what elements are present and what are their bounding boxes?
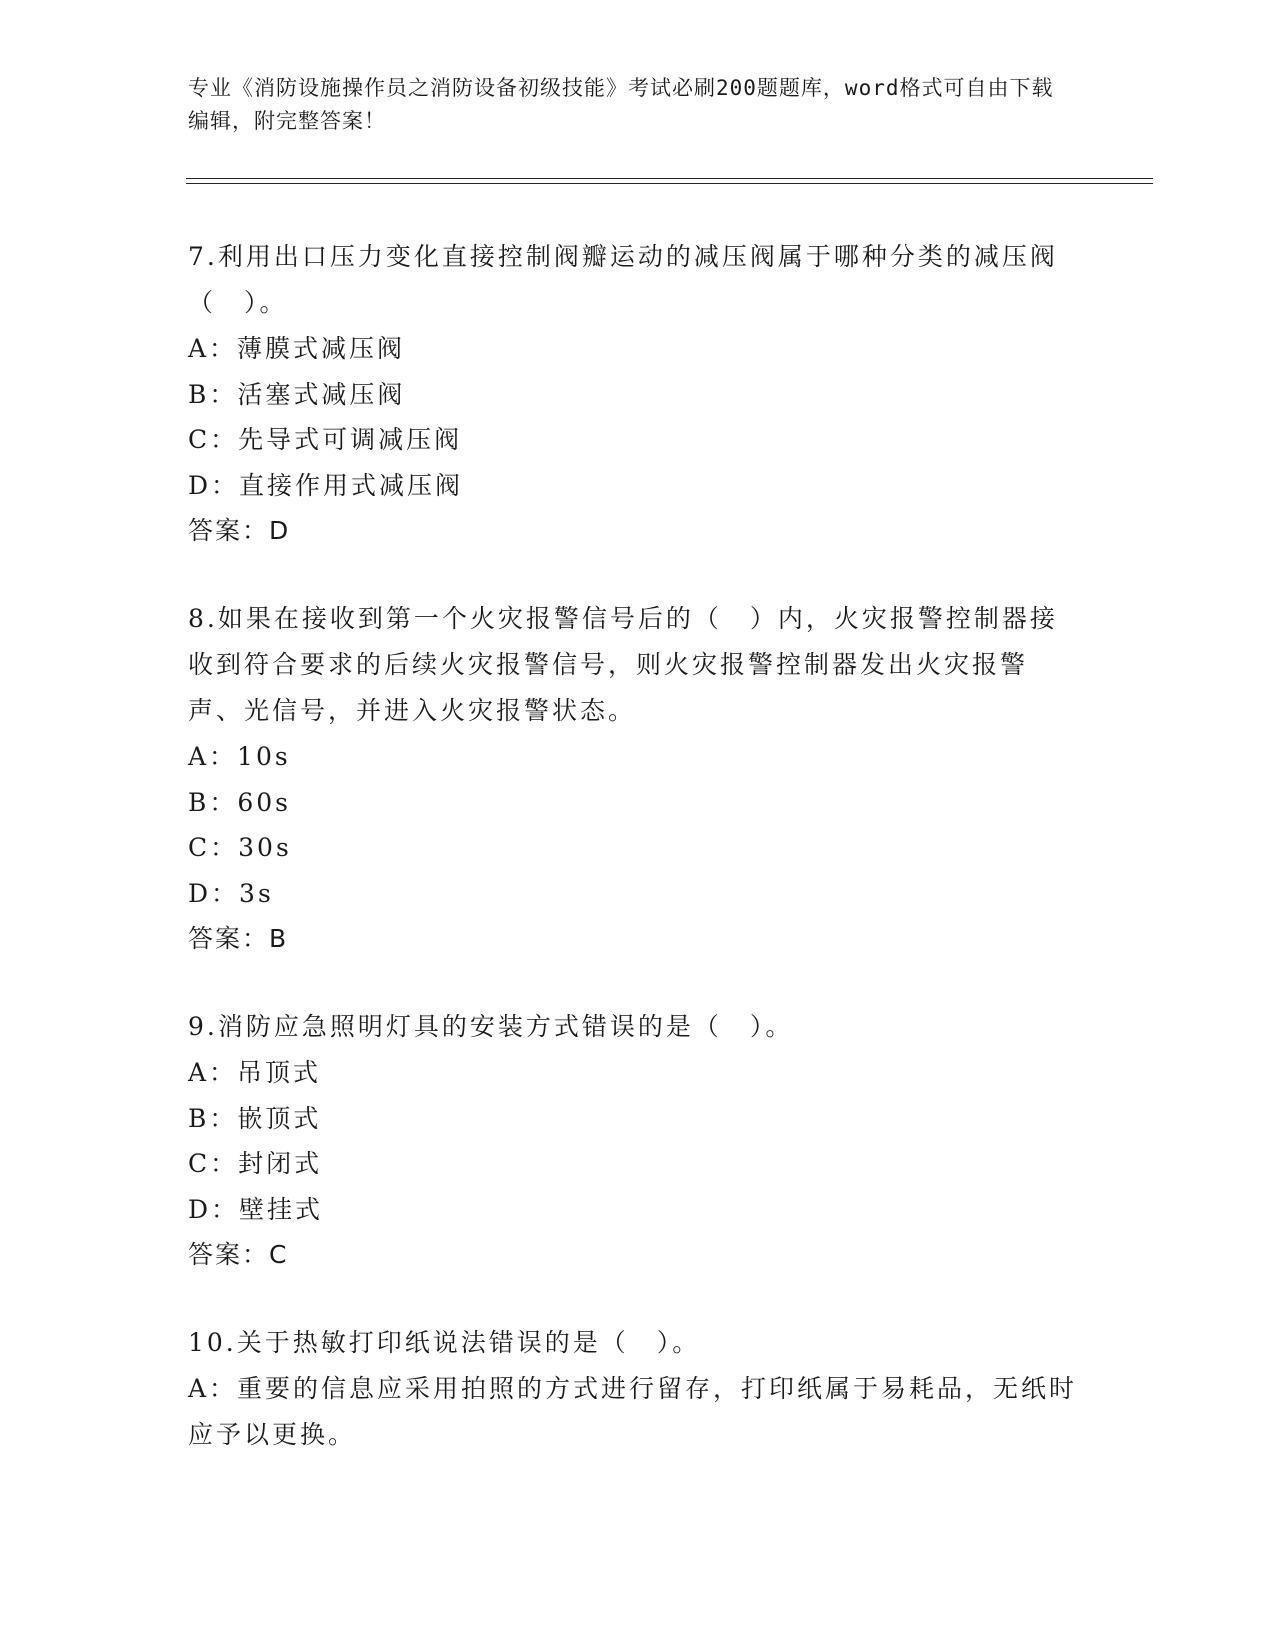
answer-text: 答案：C xyxy=(188,1240,289,1269)
question-text: 9.消防应急照明灯具的安装方式错误的是（ ）。 xyxy=(188,1012,794,1041)
header-divider-top xyxy=(186,178,1153,179)
question-10 xyxy=(188,1320,1078,1457)
option-c: C：先导式可调减压阀 xyxy=(188,425,463,454)
option-a: A：薄膜式减压阀 xyxy=(188,334,406,363)
option-c: C：30s xyxy=(188,833,292,862)
option-d: D：直接作用式减压阀 xyxy=(188,470,464,500)
option-d: D：3s xyxy=(188,878,274,908)
answer-text: 答案：D xyxy=(188,516,291,545)
question-list xyxy=(188,234,1078,1499)
option-b: B：嵌顶式 xyxy=(188,1103,322,1133)
option-a: A：吊顶式 xyxy=(188,1058,322,1087)
question-9 xyxy=(188,1004,1078,1278)
document-header xyxy=(188,72,1068,138)
option-b: B：活塞式减压阀 xyxy=(188,379,406,409)
option-d: D：壁挂式 xyxy=(188,1194,324,1224)
question-8 xyxy=(188,596,1078,962)
option-a: A：10s xyxy=(188,742,291,771)
question-7 xyxy=(188,234,1078,554)
option-b: B：60s xyxy=(188,787,292,817)
option-a: A：重要的信息应采用拍照的方式进行留存，打印纸属于易耗品，无纸时应予以更换。 xyxy=(188,1374,1078,1449)
header-text: 专业《消防设施操作员之消防设备初级技能》考试必刷200题题库，word格式可自由下载编辑，附完整答案！ xyxy=(188,76,1054,133)
question-text: 8.如果在接收到第一个火灾报警信号后的（ ）内，火灾报警控制器接收到符合要求的后续火灾报警信号，则火灾报警控制器发出火灾报警声、光信号，并进入火灾报警状态。 xyxy=(188,604,1058,725)
question-text: 7.利用出口压力变化直接控制阀瓣运动的减压阀属于哪种分类的减压阀（ ）。 xyxy=(188,242,1058,317)
question-text: 10.关于热敏打印纸说法错误的是（ ）。 xyxy=(188,1328,701,1357)
option-c: C：封闭式 xyxy=(188,1149,323,1178)
answer-text: 答案：B xyxy=(188,924,289,953)
header-divider-bottom xyxy=(186,183,1153,184)
